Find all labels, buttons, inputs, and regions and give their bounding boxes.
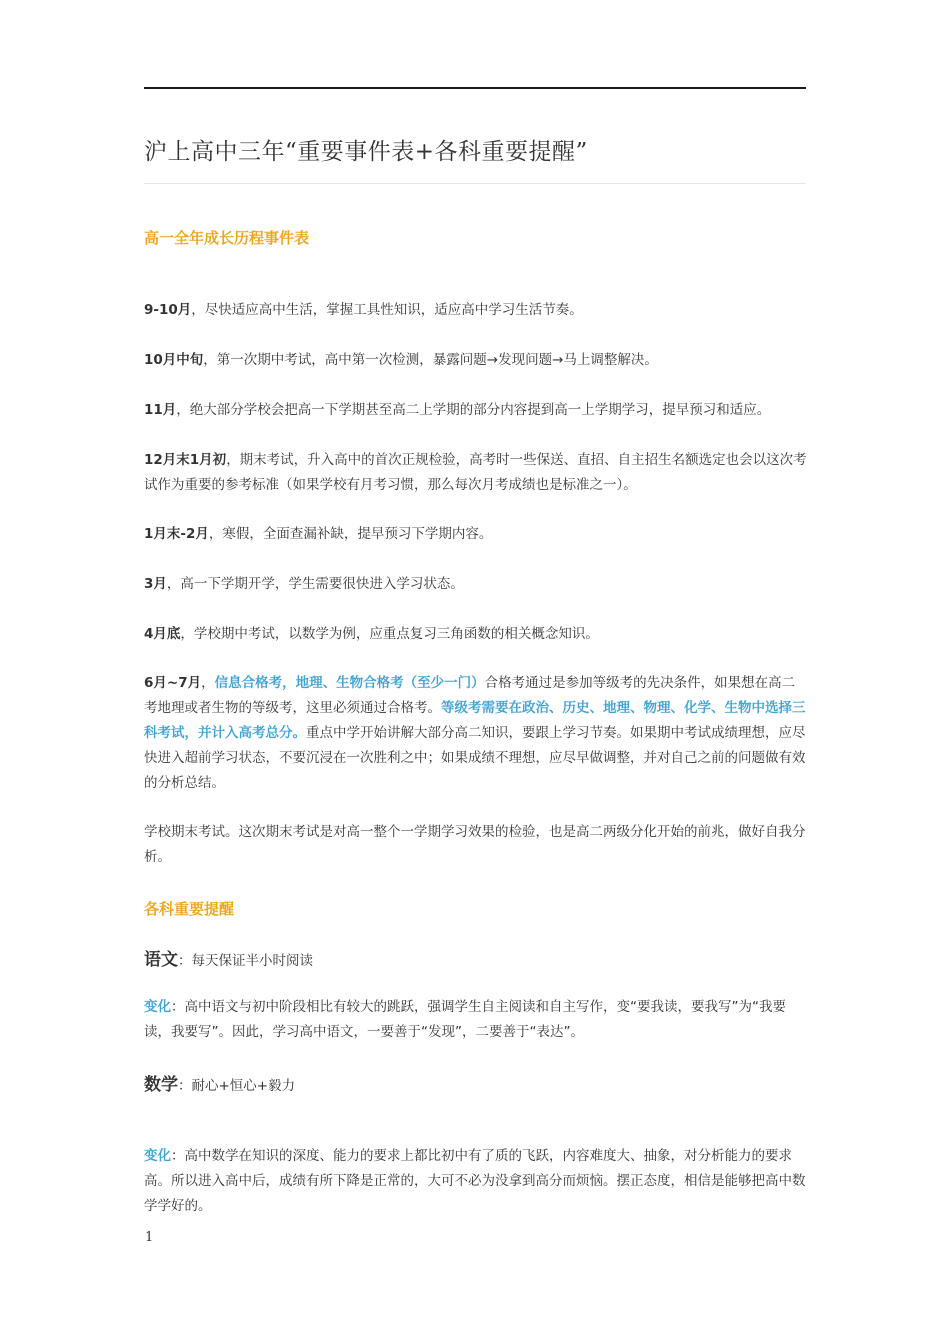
section-heading-events: 高一全年成长历程事件表 [144,229,310,247]
event-item [144,622,808,647]
title-divider [144,183,806,184]
event-text: ，寒假，全面查漏补缺，提早预习下学期内容。 [208,526,493,542]
event-item [144,348,808,373]
event-text: ，尽快适应高中生活，掌握工具性知识，适应高中学习生活节奏。 [191,302,583,318]
event-text: 合格考通过是参加等级考的先决条件，如果想在高二考地理或者生物的等级考，这里必须通过合格考。 [144,675,796,716]
highlight-text: 等级考需要在政治、历史、地理、物理、化学、生物中选择三科考试，并计入高考总分。 [144,700,806,741]
event-text: ，学校期中考试，以数学为例，应重点复习三角函数的相关概念知识。 [180,626,599,642]
event-label: 3月 [144,576,167,592]
subject-colon: ： [178,1078,192,1094]
subject-change-math [144,1144,808,1219]
change-label: 变化 [144,999,171,1015]
subject-heading-math [144,1070,295,1095]
subject-colon: ： [178,953,192,969]
event-label: 10月中旬 [144,352,204,368]
subject-name: 数学 [144,1075,178,1095]
event-item [144,298,808,323]
event-text: ，高一下学期开学，学生需要很快进入学习状态。 [166,576,464,592]
section-heading-subjects: 各科重要提醒 [144,900,235,918]
subject-change-chinese [144,995,808,1045]
event-text: ，绝大部分学校会把高一下学期甚至高二上学期的部分内容提到高一上学期学习，提早预习和适应。 [176,402,771,418]
event-label: 1月末-2月 [144,526,209,542]
highlight-text: 信息合格考，地理、生物合格考（至少一门） [214,675,485,691]
change-text: ：高中数学在知识的深度、能力的要求上都比初中有了质的飞跃，内容难度大、抽象，对分析能力的要求高。所以进入高中后，成绩有所下降是正常的，大可不必为没拿到高分而烦恼。摆正态度，相信是能够把高中数学学好的。 [144,1148,806,1214]
event-label: 11月 [144,402,177,418]
event-item [144,572,808,597]
event-item [144,398,808,423]
event-text: ，第一次期中考试，高中第一次检测，暴露问题→发现问题→马上调整解决。 [203,352,658,368]
final-exam-paragraph: 学校期末考试。这次期末考试是对高一整个一学期学习效果的检验，也是高二两级分化开始的前兆，做好自我分析。 [144,824,806,865]
subject-name: 语文 [144,950,178,970]
subject-motto: 耐心+恒心+毅力 [191,1078,296,1094]
event-label: 4月底 [144,626,181,642]
event-item-june-july [144,671,808,796]
document-title: 沪上高中三年“重要事件表+各科重要提醒” [144,139,588,165]
page-number: 1 [145,1230,154,1245]
event-label: 6月~7月 [144,675,202,691]
event-label: 9-10月 [144,302,192,318]
event-text: 重点中学开始讲解大部分高二知识，要跟上学习节奏。如果期中考试成绩理想，应尽快进入超前学习状态，不要沉浸在一次胜利之中；如果成绩不理想，应尽早做调整，并对自己之前的问题做有效的分析总结。 [144,725,806,791]
change-text: ：高中语文与初中阶段相比有较大的跳跃，强调学生自主阅读和自主写作，变“要我读，要我写”为“我要读，我要写”。因此，学习高中语文，一要善于“发现”，二要善于“表达”。 [144,999,786,1040]
change-label: 变化 [144,1148,171,1164]
event-item [144,522,808,547]
top-rule [144,87,806,89]
event-separator: ， [201,675,215,691]
subject-heading-chinese [144,945,313,970]
event-text: ，期末考试，升入高中的首次正规检验，高考时一些保送、直招、自主招生名额选定也会以这次考试作为重要的参考标准（如果学校有月考习惯，那么每次月考成绩也是标准之一）。 [144,452,807,493]
event-item [144,448,808,498]
event-label: 12月末1月初 [144,452,227,468]
subject-motto: 每天保证半小时阅读 [191,953,313,969]
